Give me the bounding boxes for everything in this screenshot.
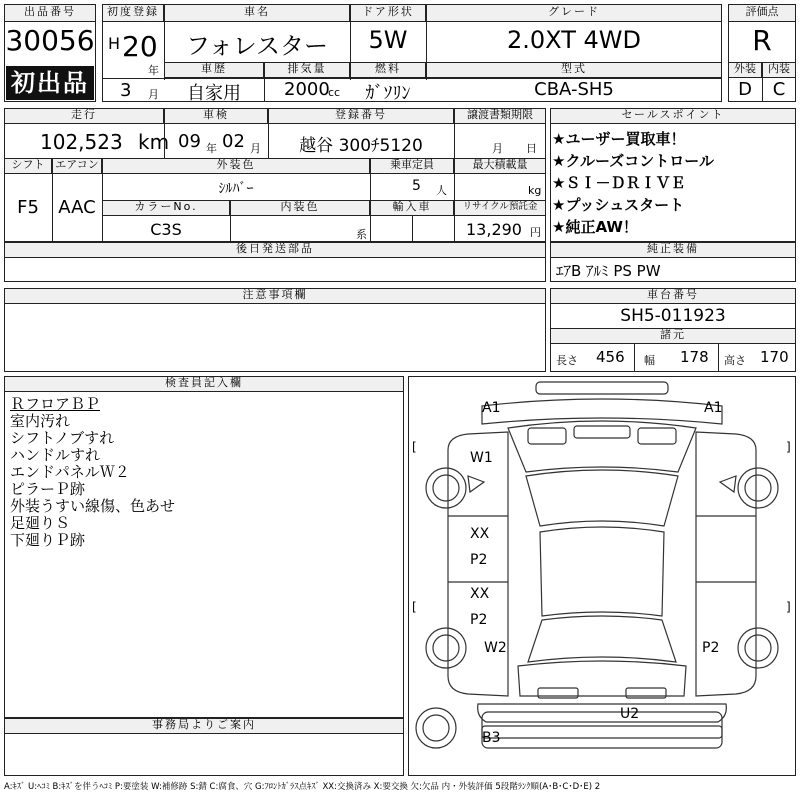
displacement: 2000 (284, 79, 330, 100)
mileage-label: 走行 (4, 108, 164, 124)
ac: AAC (58, 197, 96, 218)
name-label: 車名 (164, 4, 350, 22)
grille (574, 426, 630, 438)
disp-unit: cc (328, 86, 341, 99)
mileage: 102,523 (40, 130, 123, 154)
mileage-unit: km (138, 130, 170, 154)
sales-points-list (552, 128, 794, 238)
divider (454, 108, 455, 242)
headlight-right (638, 428, 676, 444)
spare-tire (416, 708, 456, 748)
exterior-color: ｼﾙﾊﾞｰ (218, 181, 254, 197)
color-number: C3S (150, 220, 182, 239)
lot-label: 出品番号 (4, 4, 96, 22)
transfer-month: 月 (492, 142, 503, 155)
mark-a1-left: A1 (482, 400, 501, 416)
transfer-day: 日 (526, 142, 537, 155)
load-unit: kg (528, 184, 542, 197)
plate: 越谷 300ﾁ5120 (299, 136, 423, 156)
bracket-right-1: ] (786, 440, 791, 454)
mark-u2: U2 (620, 706, 640, 722)
inspector-note: 外装うすい線傷、色あせ (10, 497, 176, 515)
history: 自家用 (187, 83, 241, 104)
load-label: 最大積載量 (454, 158, 546, 174)
inspector-note: シフトノブすれ (10, 429, 115, 447)
later-label: 後日発送部品 (4, 242, 546, 258)
tailgate (518, 661, 686, 696)
model-code: CBA-SH5 (534, 79, 614, 100)
mirror-right (720, 476, 736, 492)
divider (718, 344, 719, 372)
color-label: 外装色 (102, 158, 370, 174)
mark-w2: W2 (484, 640, 507, 656)
chassis-number: SH5-011923 (620, 306, 726, 326)
fuel-label: 燃料 (350, 62, 426, 78)
transfer-label: 譲渡書類期限 (454, 108, 546, 124)
car-diagram (408, 376, 796, 776)
capacity: 5 (412, 178, 421, 194)
ac-label: エアコン (52, 158, 102, 174)
equipment: ｴｱB ｱﾙﾐ PS PW (556, 262, 661, 280)
rear-bumper (478, 704, 727, 722)
inspector-label: 検査員記入欄 (4, 376, 404, 392)
length: 456 (596, 348, 625, 366)
divider (634, 344, 635, 372)
mark-b3: B3 (482, 730, 501, 746)
mark-p2-right: P2 (702, 640, 720, 656)
mark-p2-2: P2 (470, 612, 488, 628)
reg-month: 3 (120, 80, 132, 101)
width: 178 (680, 348, 709, 366)
windshield (526, 470, 678, 526)
equip-label: 純正装備 (550, 242, 796, 258)
sales-point: ★ユーザー買取車！ (552, 130, 686, 148)
headlight-left (528, 428, 566, 444)
inspect-label: 車検 (164, 108, 268, 124)
height: 170 (760, 348, 789, 366)
underbody (482, 712, 722, 748)
divider (264, 62, 265, 102)
mark-w1: W1 (470, 450, 493, 466)
spec-box (4, 108, 546, 242)
inspect-year-unit: 年 (206, 142, 217, 155)
car-name: フォレスター (185, 32, 329, 60)
reg-year: 20 (122, 30, 158, 63)
caution-label: 注意事項欄 (4, 288, 546, 304)
rear-window (528, 616, 676, 662)
mark-xx-1: XX (470, 526, 490, 542)
intcolor-unit: 系 (356, 228, 367, 241)
sales-point: ★クルーズコントロール (552, 152, 714, 170)
int-grade: C (772, 79, 786, 100)
reg-label: 初度登録 (102, 4, 164, 22)
sales-point: ★純正AW！ (552, 218, 638, 236)
inspector-note: 下廻りＰ跡 (10, 531, 86, 549)
inspector-note: 室内汚れ (10, 412, 71, 430)
month-unit: 月 (148, 88, 159, 101)
sales-point: ★ＳＩ－ＤＲＩＶＥ (552, 174, 686, 192)
inspector-note: ピラーＰ跡 (10, 480, 86, 498)
wheel-rear-left (426, 628, 466, 668)
door-label: ドア形状 (350, 4, 426, 22)
score: R (752, 24, 772, 57)
era: H (108, 34, 121, 53)
shift-label: シフト (4, 158, 52, 174)
inspector-note: ハンドルすれ (10, 446, 101, 464)
inspector-note: エンドパネルＷ２ (10, 463, 130, 481)
grade-label: グレード (426, 4, 722, 22)
hood (508, 421, 696, 472)
ext-label: 外装 (728, 62, 762, 78)
sales-label: セールスポイント (550, 108, 796, 124)
divider (164, 108, 165, 158)
recycle-fee: 13,290 (466, 220, 522, 239)
bracket-left-2: [ (412, 600, 417, 614)
cap-label: 乗車定員 (370, 158, 454, 174)
import-label: 輸入車 (370, 200, 454, 216)
inspector-note: 足廻りＳ (10, 514, 71, 532)
inspect-year: 09 (178, 131, 201, 152)
ext-grade: D (738, 79, 752, 100)
wheel-front-right (738, 468, 778, 508)
chassis-label: 車台番号 (550, 288, 796, 304)
shift: F5 (17, 197, 39, 218)
divider (230, 200, 231, 242)
lot-number: 30056 (5, 24, 95, 57)
cap-unit: 人 (436, 184, 447, 197)
mark-xx-2: XX (470, 586, 490, 602)
first-listing-badge: 初出品 (6, 66, 94, 100)
bracket-left-1: [ (412, 440, 417, 454)
mark-p2-1: P2 (470, 552, 488, 568)
score-label: 評価点 (728, 4, 796, 22)
legend-footer: A:ｷｽﾞ U:ﾍｺﾐ B:ｷｽﾞを伴うﾍｺﾐ P:要塗装 W:補修跡 S:錆 C:腐食、穴 G:ﾌﾛﾝﾄｶﾞﾗｽ点ｷｽﾞ XX:交換済み X:要交換 欠:欠品 内・外装評価 5段階ﾗﾝｸ順(A･B･C･D･E) 2 (4, 782, 601, 792)
office-label: 事務局よりご案内 (4, 718, 404, 734)
front-panel (482, 399, 722, 424)
height-label: 高さ (724, 354, 746, 367)
wheel-rear-right (738, 628, 778, 668)
divider (412, 216, 413, 242)
mark-a1-right: A1 (704, 400, 723, 416)
inspector-note: ＲフロアＢＰ (10, 395, 101, 413)
plate-label: 登録番号 (268, 108, 454, 124)
recycle-unit: 円 (530, 226, 541, 239)
door-type: 5W (368, 26, 408, 54)
history-label: 車歴 (164, 62, 264, 78)
wheel-front-left (426, 468, 466, 508)
int-label: 内装 (762, 62, 796, 78)
front-bumper (536, 382, 668, 394)
sales-point: ★プッシュスタート (552, 196, 685, 214)
inspector-notes-list (10, 396, 400, 549)
width-label: 幅 (644, 354, 655, 367)
model-label: 型式 (426, 62, 722, 78)
rear-bumper-lower (482, 726, 722, 738)
disp-label: 排気量 (264, 62, 350, 78)
dims-label: 諸元 (550, 328, 796, 344)
intcolor-label: 内装色 (230, 200, 370, 216)
recycle-label: リサイクル預託金 (454, 200, 546, 216)
grade: 2.0XT 4WD (507, 26, 641, 54)
year-unit: 年 (148, 64, 159, 77)
colorno-label: カラーNo. (102, 200, 230, 216)
fuel: ｶﾞｿﾘﾝ (365, 83, 411, 104)
mirror-left (468, 476, 484, 492)
length-label: 長さ (556, 354, 578, 367)
inspect-month-unit: 月 (250, 142, 261, 155)
roof (540, 527, 664, 616)
bracket-right-2: ] (786, 600, 791, 614)
inspect-month: 02 (222, 131, 245, 152)
